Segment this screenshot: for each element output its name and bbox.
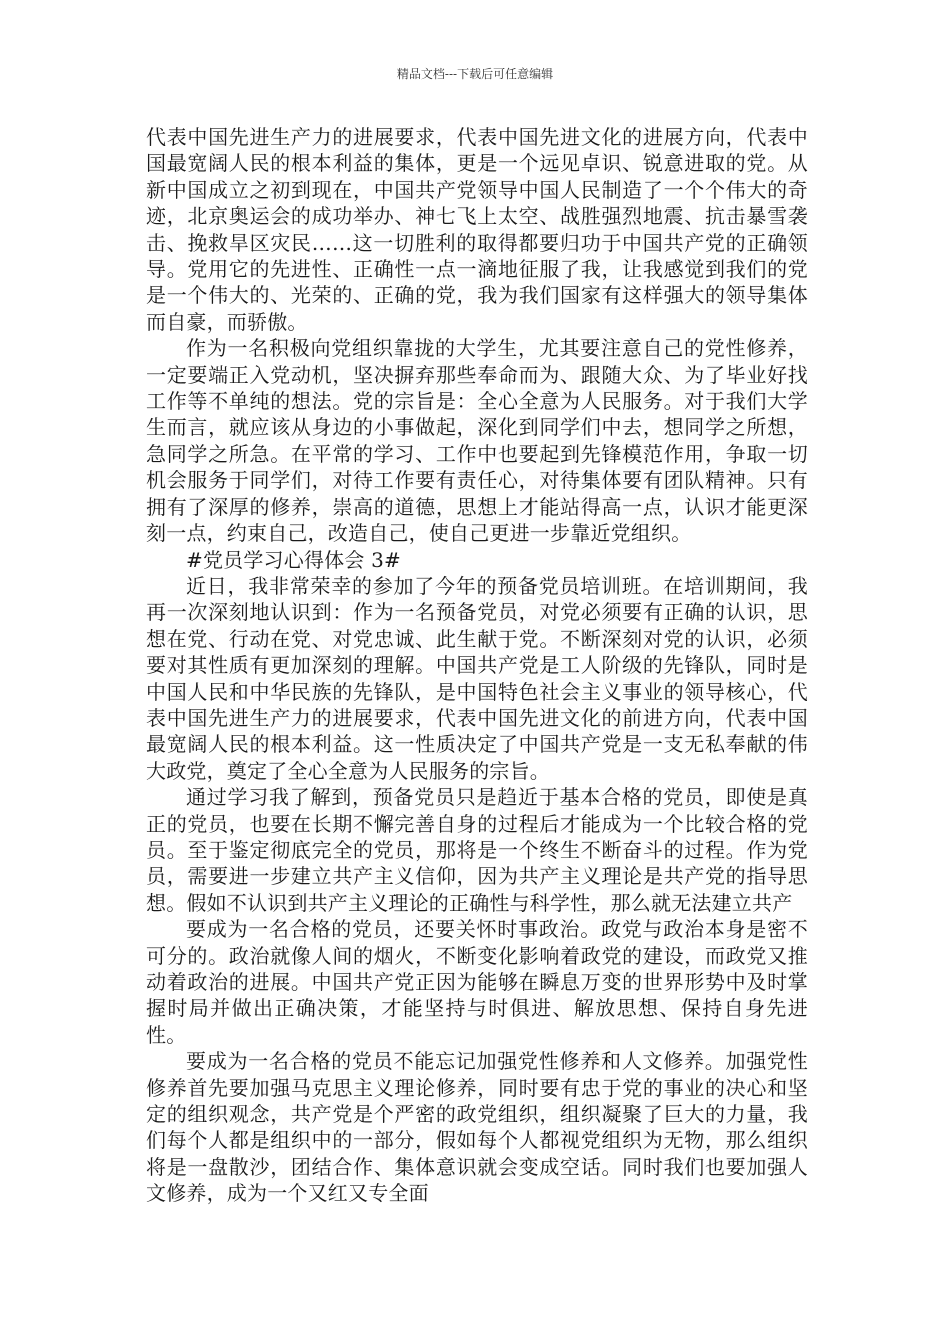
page-header: 精品文档---下载后可任意编辑 — [396, 67, 554, 81]
paragraph: 要成为一名合格的党员不能忘记加强党性修养和人文修养。加强党性修养首先要加强马克思主义理论修养，同时要有忠于党的事业的决心和坚定的组织观念，共产党是个严密的政党组织，组织凝聚了巨大的力量，我们每个人都是组织中的一部分，假如每个人都视党组织为无物，那么组织将是一盘散沙，团结合作、集体意识就会变成空话。同时我们也要加强人文修养，成为一个又红又专全面 — [146, 1049, 808, 1206]
paragraph: 通过学习我了解到，预备党员只是趋近于基本合格的党员，即使是真正的党员，也要在长期不懈完善自身的过程后才能成为一个比较合格的党员。至于鉴定彻底完全的党员，那将是一个终生不断奋斗的过程。作为党员，需要进一步建立共产主义信仰，因为共产主义理论是共产党的指导思想。假如不认识到共产主义理论的正确性与科学性，那么就无法建立共产 — [146, 785, 808, 915]
paragraph: 作为一名积极向党组织靠拢的大学生，尤其要注意自己的党性修养，一定要端正入党动机，坚决摒弃那些奉命而为、跟随大众、为了毕业好找工作等不单纯的想法。党的宗旨是：全心全意为人民服务。对于我们大学生而言，就应该从身边的小事做起，深化到同学们中去，想同学之所想，急同学之所急。在平常的学习、工作中也要起到先锋模范作用，争取一切机会服务于同学们，对待工作要有责任心，对待集体要有团队精神。只有拥有了深厚的修养，崇高的道德，思想上才能站得高一点，认识才能更深刻一点，约束自己，改造自己，使自己更进一步靠近党组织。 — [146, 336, 808, 546]
section-heading: #党员学习心得体会 3# — [186, 547, 401, 572]
paragraph: 要成为一名合格的党员，还要关怀时事政治。政党与政治本身是密不可分的。政治就像人间的烟火，不断变化影响着政党的建设，而政党又推动着政治的进展。中国共产党正因为能够在瞬息万变的世界形势中及时掌握时局并做出正确决策，才能坚持与时俱进、解放思想、保持自身先进性。 — [146, 917, 808, 1047]
paragraph: 近日，我非常荣幸的参加了今年的预备党员培训班。在培训期间，我再一次深刻地认识到：作为一名预备党员，对党必须要有正确的认识，思想在党、行动在党、对党忠诚、此生献于党。不断深刻对党的认识，必须要对其性质有更加深刻的理解。中国共产党是工人阶级的先锋队，同时是中国人民和中华民族的先锋队，是中国特色社会主义事业的领导核心，代表中国先进生产力的进展要求，代表中国先进文化的前进方向，代表中国最宽阔人民的根本利益。这一性质决定了中国共产党是一支无私奉献的伟大政党，奠定了全心全意为人民服务的宗旨。 — [146, 573, 808, 783]
document-body — [146, 124, 808, 1207]
paragraph: 代表中国先进生产力的进展要求，代表中国先进文化的进展方向，代表中国最宽阔人民的根本利益的集体，更是一个远见卓识、锐意进取的党。从新中国成立之初到现在，中国共产党领导中国人民制造了一个个伟大的奇迹，北京奥运会的成功举办、神七飞上太空、战胜强烈地震、抗击暴雪袭击、挽救旱区灾民……这一切胜利的取得都要归功于中国共产党的正确领导。党用它的先进性、正确性一点一滴地征服了我，让我感觉到我们的党是一个伟大的、光荣的、正确的党，我为我们国家有这样强大的领导集体而自豪，而骄傲。 — [146, 125, 808, 334]
